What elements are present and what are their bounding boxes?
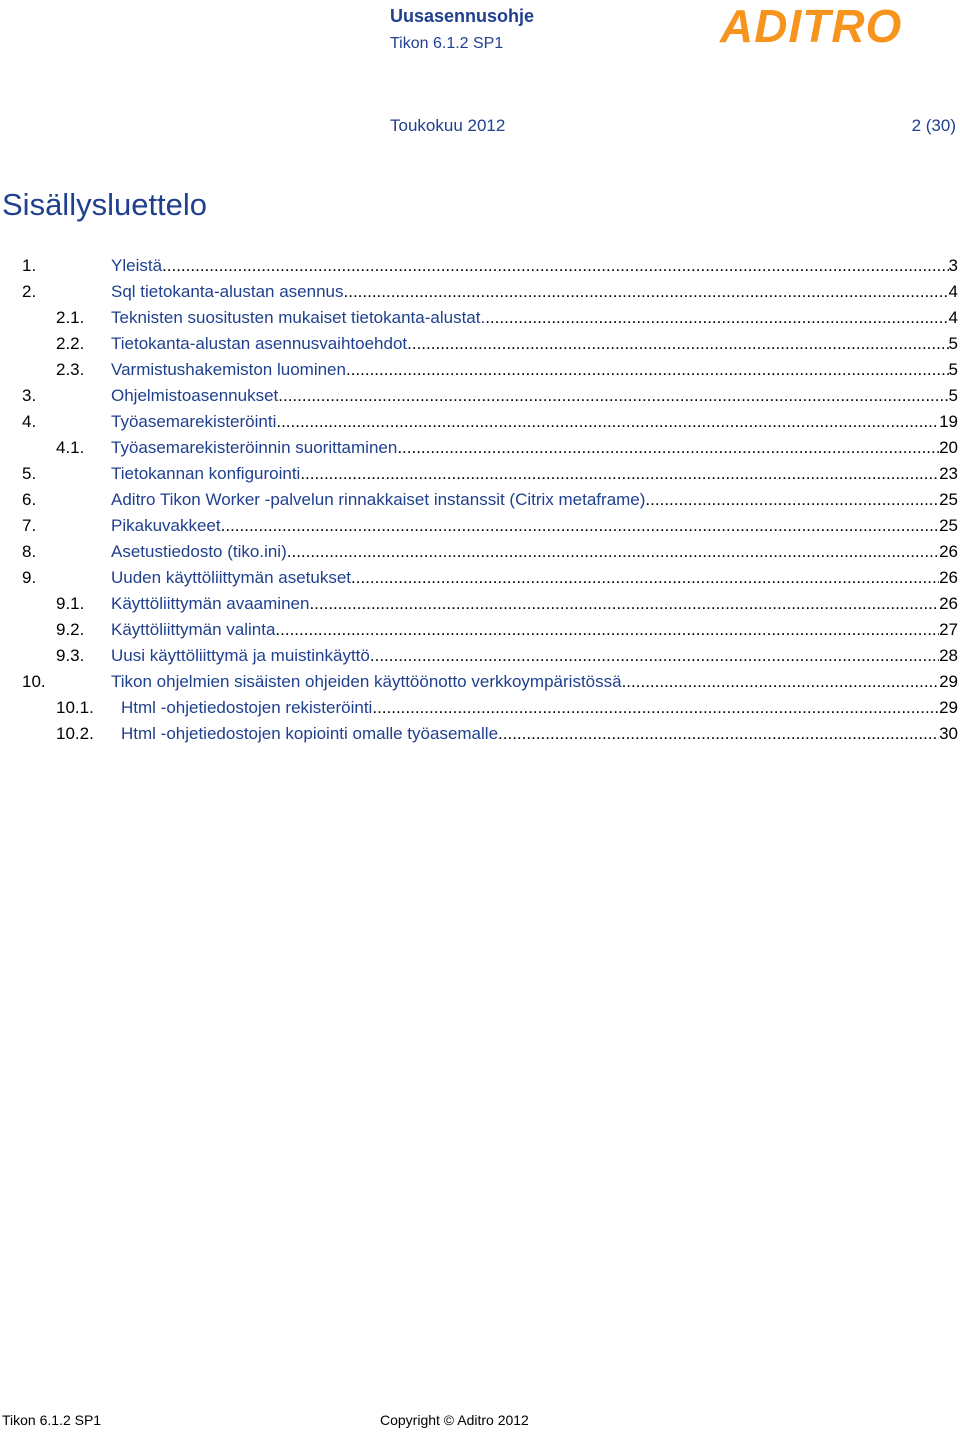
- toc-entry-page: 4: [948, 282, 958, 301]
- toc-row[interactable]: [0, 357, 960, 383]
- toc-entry-page: 5: [948, 360, 958, 379]
- toc-row[interactable]: [0, 539, 960, 565]
- toc-dot-leader: [287, 539, 939, 565]
- toc-entry[interactable]: [111, 513, 958, 539]
- toc-entry-page: 29: [939, 672, 958, 691]
- toc-dot-leader: [397, 435, 939, 461]
- toc-entry-number: 7.: [22, 516, 37, 535]
- toc-entry[interactable]: [121, 721, 958, 747]
- toc-entry-number: 4.: [22, 412, 37, 431]
- toc-row[interactable]: [0, 513, 960, 539]
- toc-entry[interactable]: [111, 409, 958, 435]
- toc-entry-page: 20: [939, 438, 958, 457]
- toc-row[interactable]: [0, 331, 960, 357]
- aditro-logo: [718, 0, 944, 48]
- toc-row[interactable]: [0, 409, 960, 435]
- toc-row[interactable]: [0, 253, 960, 279]
- toc-entry-page: 5: [948, 386, 958, 405]
- toc-row[interactable]: [0, 305, 960, 331]
- toc-row[interactable]: [0, 435, 960, 461]
- toc-entry-label[interactable]: Käyttöliittymän valinta: [111, 620, 276, 639]
- date-line: Toukokuu 2012: [390, 116, 506, 135]
- toc-entry[interactable]: [111, 487, 958, 513]
- toc-entry-label[interactable]: Varmistushakemiston luominen: [111, 360, 346, 379]
- toc-entry[interactable]: [111, 539, 958, 565]
- toc-entry-number: 9.3.: [56, 646, 85, 665]
- toc-entry[interactable]: [111, 565, 958, 591]
- toc-entry-label[interactable]: Teknisten suositusten mukaiset tietokanta-alustat.: [111, 308, 486, 327]
- toc-dot-leader: [372, 695, 939, 721]
- toc-entry-number: 2.3.: [56, 360, 85, 379]
- toc-row[interactable]: [0, 643, 960, 669]
- toc-dot-leader: [351, 565, 939, 591]
- toc-entry-label[interactable]: Tikon ohjelmien sisäisten ohjeiden käyttöönotto verkkoympäristössä: [111, 672, 622, 691]
- toc-entry-label[interactable]: Ohjelmistoasennukset: [111, 386, 279, 405]
- toc-entry-label[interactable]: Sql tietokanta-alustan asennus: [111, 282, 344, 301]
- toc-entry-page: 25: [939, 516, 958, 535]
- toc-entry[interactable]: [111, 331, 958, 357]
- toc-entry-page: 25: [939, 490, 958, 509]
- toc-entry-number: 9.: [22, 568, 37, 587]
- toc-dot-leader: [276, 409, 939, 435]
- toc-entry-page: 23: [939, 464, 958, 483]
- toc-dot-leader: [344, 279, 949, 305]
- toc-entry-number: 3.: [22, 386, 37, 405]
- toc-entry[interactable]: [111, 617, 958, 643]
- toc-entry[interactable]: [111, 461, 958, 487]
- toc-row[interactable]: [0, 487, 960, 513]
- toc-entry[interactable]: [111, 357, 958, 383]
- toc-row[interactable]: [0, 565, 960, 591]
- logo-text: ADITRO: [720, 0, 903, 48]
- toc-entry-number: 6.: [22, 490, 37, 509]
- toc-entry-page: 30: [939, 724, 958, 743]
- header-subtitle: Tikon 6.1.2 SP1: [390, 35, 504, 52]
- toc-entry-number: 10.2.: [56, 724, 94, 743]
- toc-dot-leader: [407, 331, 948, 357]
- toc-entry[interactable]: [111, 305, 958, 331]
- toc-dot-leader: [278, 383, 948, 409]
- toc-entry-page: 19: [939, 412, 958, 431]
- toc-entry-page: 28: [939, 646, 958, 665]
- toc-entry-page: 26: [939, 568, 958, 587]
- toc-entry-label[interactable]: Pikakuvakkeet: [111, 516, 221, 535]
- toc-entry-label[interactable]: Html -ohjetiedostojen kopiointi omalle työasemalle: [121, 724, 499, 743]
- toc-entry-page: 27: [939, 620, 958, 639]
- toc-entry-label[interactable]: Työasemarekisteröinnin suorittaminen: [111, 438, 398, 457]
- toc-entry-label[interactable]: Asetustiedosto (tiko.ini): [111, 542, 287, 561]
- toc-entry[interactable]: [121, 695, 958, 721]
- toc-dot-leader: [645, 487, 939, 513]
- toc-dot-leader: [300, 461, 939, 487]
- toc-entry-label[interactable]: Uusi käyttöliittymä ja muistinkäyttö: [111, 646, 370, 665]
- toc-row[interactable]: [0, 383, 960, 409]
- toc-entry-number: 5.: [22, 464, 37, 483]
- toc-entry-number: 2.1.: [56, 308, 85, 327]
- toc-entry-page: 26: [939, 542, 958, 561]
- toc-entry-label[interactable]: Aditro Tikon Worker -palvelun rinnakkaiset instanssit (Citrix metaframe): [111, 490, 646, 509]
- toc-entry-number: 2.: [22, 282, 37, 301]
- toc-dot-leader: [498, 721, 939, 747]
- toc-entry-number: 9.2.: [56, 620, 85, 639]
- toc-entry-label[interactable]: Yleistä: [111, 256, 163, 275]
- toc-entry-label[interactable]: Käyttöliittymän avaaminen: [111, 594, 310, 613]
- toc-row[interactable]: [0, 695, 960, 721]
- toc-entry-number: 4.1.: [56, 438, 85, 457]
- toc-entry-number: 8.: [22, 542, 37, 561]
- toc-entry[interactable]: [111, 383, 958, 409]
- toc-entry-number: 2.2.: [56, 334, 85, 353]
- toc-entry[interactable]: [111, 435, 958, 461]
- header-title: Uusasennusohje: [390, 6, 535, 26]
- toc-entry[interactable]: [111, 253, 958, 279]
- toc-row[interactable]: [0, 279, 960, 305]
- toc-dot-leader: [221, 513, 939, 539]
- toc-entry[interactable]: [111, 643, 958, 669]
- toc-row[interactable]: [0, 669, 960, 695]
- footer-left: Tikon 6.1.2 SP1: [2, 1412, 102, 1428]
- toc-entry-number: 10.1.: [56, 698, 94, 717]
- toc-row[interactable]: [0, 461, 960, 487]
- toc-entry-label[interactable]: Työasemarekisteröinti: [111, 412, 277, 431]
- toc-dot-leader: [370, 643, 939, 669]
- toc-entry-page: 26: [939, 594, 958, 613]
- toc-dot-leader: [622, 669, 940, 695]
- page-number: 2 (30): [911, 116, 956, 135]
- toc-entry-label[interactable]: Html -ohjetiedostojen rekisteröinti: [121, 698, 373, 717]
- footer-copyright: Copyright © Aditro 2012: [380, 1412, 529, 1428]
- toc-dot-leader: [162, 253, 949, 279]
- toc-row[interactable]: [0, 591, 960, 617]
- toc-entry-label[interactable]: Tietokanta-alustan asennusvaihtoehdot: [111, 334, 408, 353]
- toc-dot-leader: [309, 591, 939, 617]
- toc-entry-page: 3: [948, 256, 958, 275]
- toc-entry-number: 10.: [22, 672, 46, 691]
- toc-entry[interactable]: [111, 279, 958, 305]
- toc-row[interactable]: [0, 617, 960, 643]
- toc-entry-page: 4: [948, 308, 958, 327]
- toc-dot-leader: [485, 305, 948, 331]
- toc-row[interactable]: [0, 721, 960, 747]
- toc-heading: Sisällysluettelo: [2, 187, 208, 222]
- toc-entry-number: 1.: [22, 256, 37, 275]
- toc-entry[interactable]: [111, 669, 958, 695]
- toc-entry-number: 9.1.: [56, 594, 85, 613]
- toc-entry-label[interactable]: Tietokannan konfigurointi: [111, 464, 301, 483]
- toc-entry-page: 29: [939, 698, 958, 717]
- toc-entry-page: 5: [948, 334, 958, 353]
- toc-dot-leader: [346, 357, 949, 383]
- toc-entry[interactable]: [111, 591, 958, 617]
- toc-entry-label[interactable]: Uuden käyttöliittymän asetukset: [111, 568, 352, 587]
- toc-dot-leader: [275, 617, 939, 643]
